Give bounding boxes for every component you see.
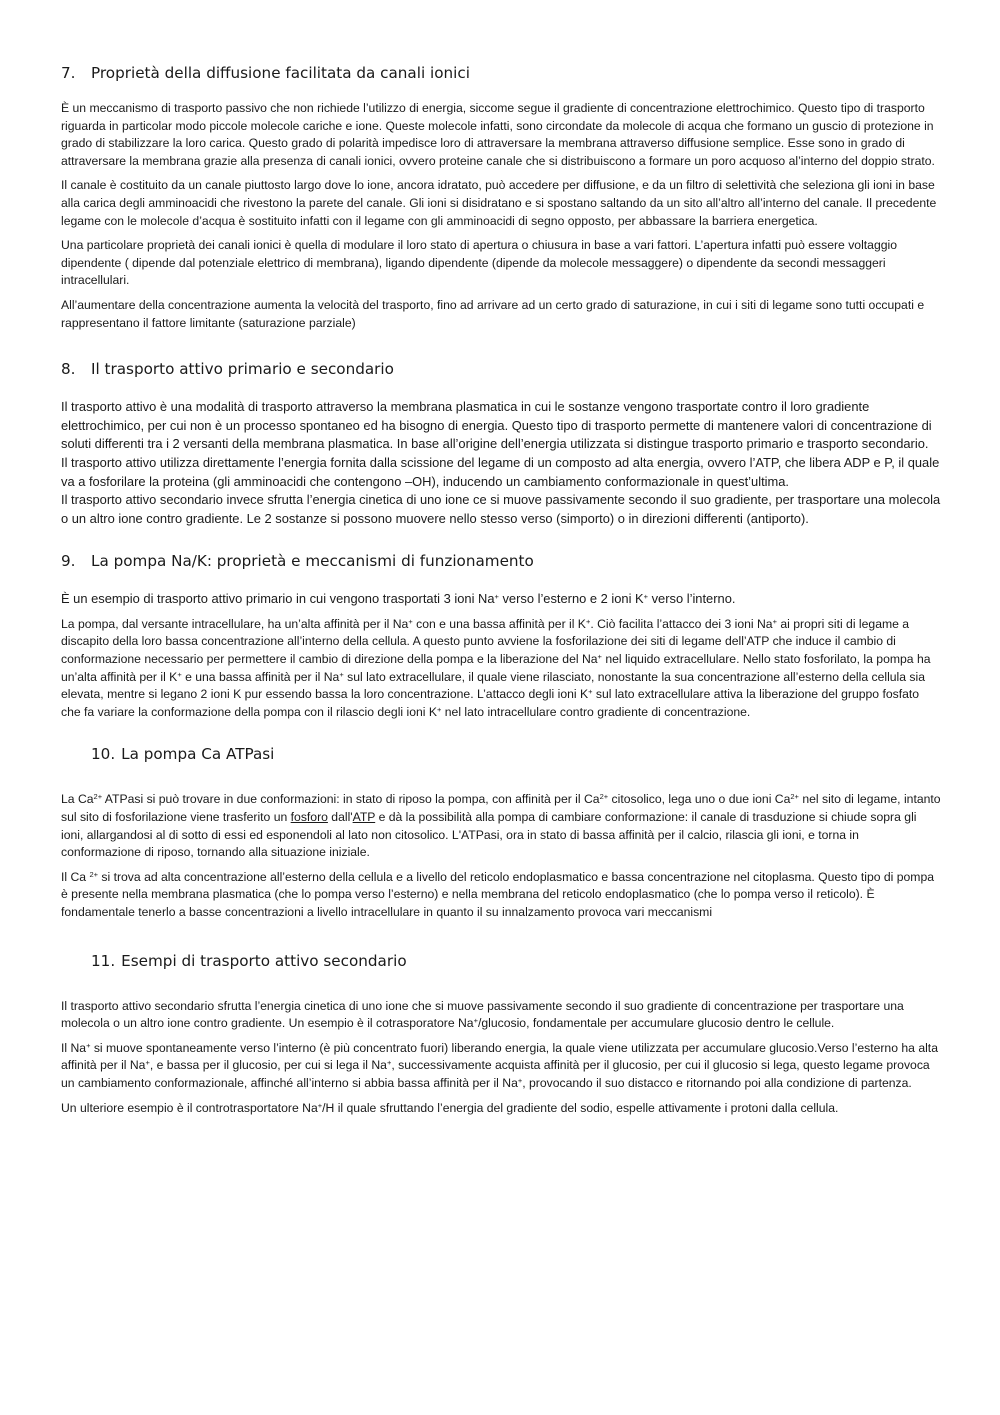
document-page: [61, 58, 941, 1124]
section-title: Esempi di trasporto attivo secondario: [121, 951, 407, 970]
section-title: Il trasporto attivo primario e secondario: [91, 360, 394, 379]
link-fosforo[interactable]: fosforo: [290, 810, 328, 825]
paragraph: Il Na+ si muove spontaneamente verso l’interno (è più concentrato fuori) liberando energia, la quale viene utilizzata per accumulare glucosio.Verso l’esterno ha alta affinità per il Na+, e bassa per il glucosio, per cui si lega il Na+, successivamente acquista affinità per il glucosio, per cui il glucosio si lega, questo legame provoca un cambiamento conformazionale, affinché all’interno si abbia bassa affinità per il Na+, provocando il suo distacco e ritornando poi alla condizione di partenza.: [61, 1040, 938, 1090]
paragraph: Il trasporto attivo è una modalità di trasporto attraverso la membrana plasmatica in cui le sostanze vengono trasportate contro il loro gradiente elettrochimico, per cui non è un processo spontaneo ed ha bisogno di energia. Questo tipo di trasporto permette di mantenere valori di concentrazione di soluti differenti tra i 2 versanti della membrana plasmatica. In base all’origine dell’energia utilizzata si distingue trasporto primario e trasporto secondario. Il trasporto attivo utilizza direttamente l’energia fornita dalla scissione del legame di un composto ad alta energia, ovvero l’ATP, che libera ADP e P, il quale va a fosforilare la proteina (gli amminoacidi che contengono –OH), inducendo un cambiamento conformazionale in quest’ultima. Il trasporto attivo secondario invece sfrutta l’energia cinetica di uno ione ce si muove passivamente secondo il suo gradiente, per trasportare una molecola o un altro ione contro gradiente. Le 2 sostanze si possono muovere nello stesso verso (simporto) o in direzioni differenti (antiporto).: [61, 399, 941, 526]
section-title: Proprietà della diffusione facilitata da canali ionici: [91, 64, 470, 82]
section-number: 9.: [61, 552, 76, 571]
section-heading: [61, 550, 941, 572]
section-heading: [61, 950, 941, 972]
paragraph: È un meccanismo di trasporto passivo che non richiede l’utilizzo di energia, siccome segue il gradiente di concentrazione elettrochimico. Questo tipo di trasporto riguarda in particolar modo piccole molecole cariche e ione. Queste molecole infatti, sono circondate da molecole di acqua che formano un guscio di protezione in grado di stabilizzare la loro carica. Questo grado di polarità impedisce loro di attraversare la membrana attraverso diffusione semplice. Esse sono in grado di attraversare la membrana grazie alla presenza di canali ionici, ovvero proteine canale che si distribuiscono a formare un poro acquoso al’interno del doppio strato.: [61, 101, 935, 168]
section-7: [61, 62, 941, 332]
section-11: [61, 950, 941, 1118]
paragraph: Il trasporto attivo secondario sfrutta l’energia cinetica di uno ione che si muove passivamente secondo il suo gradiente di concentrazione per trasportare una molecola o un altro ione contro gradiente. Un esempio è il cotrasporatore Na+/glucosio, fondamentale per accumulare glucosio dentro le cellule.: [61, 998, 904, 1031]
section-number: 8.: [61, 360, 76, 379]
link-atp[interactable]: ATP: [352, 810, 376, 825]
paragraph: Il Ca $^{2+}$ si trova ad alta concentrazione all’esterno della cellula e a livello del reticolo endoplasmatico e bassa concentrazione nel citoplasma. Questo tipo di pompa è presente nella membrana plasmatica (che lo pompa verso l’esterno) e nella membrana del reticolo endoplasmatico (che lo pompa verso il reticolo). È fondamentale tenerlo a basse concentrazioni a livello intracellulare in quanto il su innalzamento provoca vari meccanismi: [61, 869, 935, 919]
paragraph: La pompa, dal versante intracellulare, ha un’alta affinità per il Na+ con e una bassa affinità per il K+. Ciò facilita l’attacco dei 3 ioni Na+ ai propri siti di legame a discapito della loro bassa concentrazione all’interno della cellula. A questo punto avviene la fosforilazione dei siti di legame dell’ATP che induce il cambio di conformazione necessario per permettere il cambio di direzione della pompa e la liberazione del Na+ nel liquido extracellulare. Nello stato fosforilato, la pompa ha un’alta affinità per il K+ e una bassa affinità per il Na+ sul lato extracellulare, il quale viene rilasciato, nonostante la sua concentrazione all’esterno della cellula sia elevata, mentre si legano 2 ioni K pur essendo bassa la loro concentrazione. L’attacco degli ioni K+ sul lato extracellulare attiva la liberazione del gruppo fosfato che fa variare la conformazione della pompa con il rilascio degli ioni K+ nel lato intracellulare contro gradiente di concentrazione.: [61, 616, 931, 719]
paragraph: Una particolare proprietà dei canali ionici è quella di modulare il loro stato di apertura o chiusura in base a vari fattori. L’apertura infatti può essere voltaggio dipendente ( dipende dal potenziale elettrico di membrana), ligando dipendente (dipende da molecole messaggere) o dipendente da secondi messaggeri intracellulari.: [61, 238, 897, 288]
section-9: [61, 550, 941, 721]
section-heading: [61, 358, 941, 380]
section-title: La pompa Na/K: proprietà e meccanismi di funzionamento: [91, 552, 534, 571]
section-title: La pompa Ca ATPasi: [121, 745, 275, 764]
section-heading: [61, 743, 941, 765]
section-number: 10.: [91, 745, 116, 764]
paragraph: La $Ca^{2+}$ ATPasi si può trovare in due conformazioni: in stato di riposo la pompa, con affinità per il $Ca^{2+}$ citosolico, lega uno o due ioni $Ca^{2+}$ nel sito di legame, intanto sul sito di fosforilazione viene trasferito un fosforo dall'ATP e dà la possibilità alla pompa di cambiare conformazione: il canale di trasduzione si chiude sopra gli ioni, allargandosi al di sotto di essi ed esponendoli al lato non citosolico. L'ATPasi, ora in stato di bassa affinità per il calcio, rilascia gli ioni, e torna in conformazione di riposo, tornando alla situazione iniziale.: [61, 792, 941, 860]
paragraph: È un esempio di trasporto attivo primario in cui vengono trasportati 3 ioni Na+ verso l’esterno e 2 ioni K+ verso l’interno.: [61, 591, 736, 607]
section-heading: [61, 62, 941, 84]
section-number: 7.: [61, 64, 76, 82]
section-8: [61, 358, 941, 528]
paragraph: Il canale è costituito da un canale piuttosto largo dove lo ione, ancora idratato, può accedere per diffusione, e da un filtro di selettività che seleziona gli ioni in base alla carica degli amminoacidi che rivestono la parete del canale. Gli ioni si disidratano e si spostano saltando da un sito all’altro all’interno del canale. Il precedente legame con le molecole d’acqua è sostituito infatti con il legame con gli amminoacidi di segno opposto, per abbassare la barriera energetica.: [61, 178, 937, 228]
section-number: 11.: [91, 951, 116, 970]
section-10: [61, 743, 941, 921]
paragraph: All’aumentare della concentrazione aumenta la velocità del trasporto, fino ad arrivare ad un certo grado di saturazione, in cui i siti di legame sono tutti occupati e rappresentano il fattore limitante (saturazione parziale): [61, 297, 925, 330]
paragraph: Un ulteriore esempio è il controtrasportatore Na+/H il quale sfruttando l’energia del gradiente del sodio, espelle attivamente i protoni dalla cellula.: [61, 1100, 839, 1115]
